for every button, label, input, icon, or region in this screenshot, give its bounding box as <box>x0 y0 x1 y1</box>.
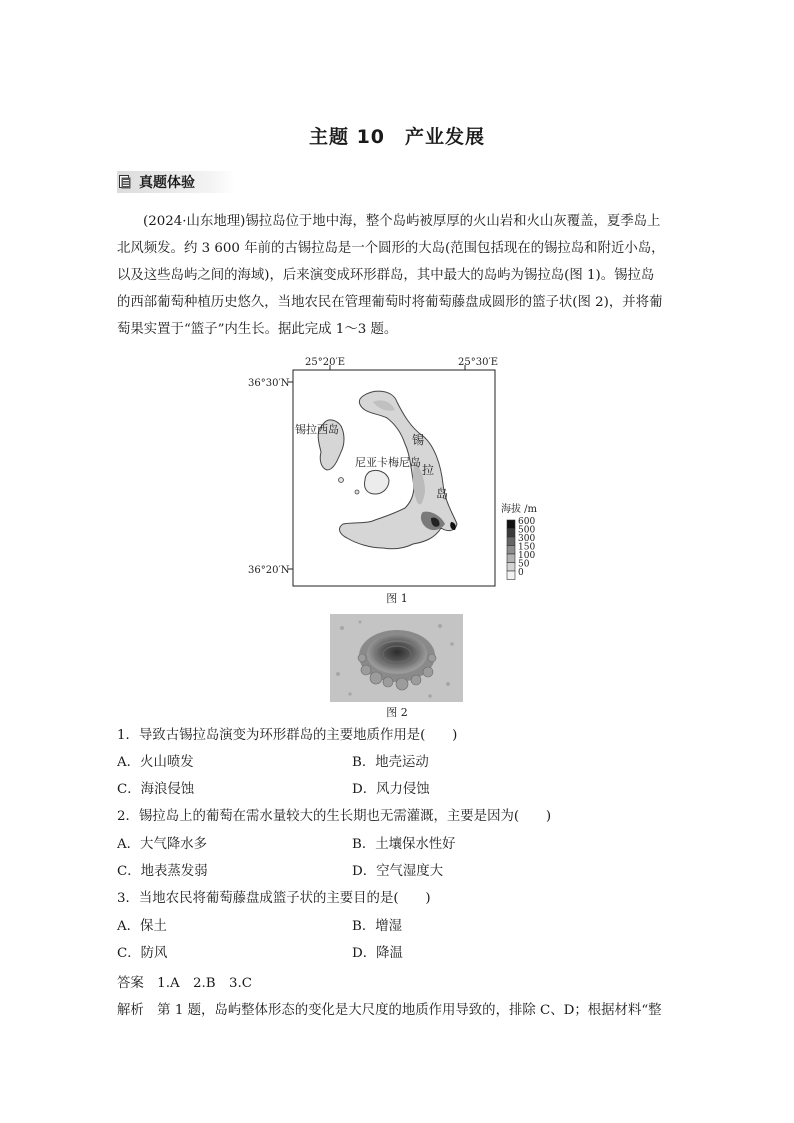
option: D．空气湿度大 <box>352 864 444 879</box>
lat-top-label: 36°30′N <box>248 378 290 389</box>
option: C．防风 <box>117 946 168 961</box>
section-label: 真题体验 <box>139 175 195 191</box>
option: B．增湿 <box>352 919 403 934</box>
option: D．降温 <box>352 946 403 961</box>
label-center-island: 尼亚卡梅尼岛 <box>355 456 421 469</box>
legend-swatch <box>507 537 515 546</box>
legend-value: 300 <box>518 534 536 544</box>
section-header <box>117 171 235 193</box>
answer-line <box>117 972 252 991</box>
legend-value: 100 <box>518 551 536 561</box>
question-1-stem: 1．导致古锡拉岛演变为环形群岛的主要地质作用是( ) <box>117 728 458 743</box>
option: A．保土 <box>117 919 167 934</box>
intro-line: 的西部葡萄种植历史悠久，当地农民在管理葡萄时将葡萄藤盘成圆形的篮子状(图 2)，并将葡 <box>117 295 663 310</box>
option: D．风力侵蚀 <box>352 782 430 797</box>
answer-text: 1.A 2.B 3.C <box>157 976 253 991</box>
question-3-stem: 3．当地农民将葡萄藤盘成篮子状的主要目的是( ) <box>117 891 431 906</box>
legend-title: 海拔 /m <box>501 504 538 515</box>
label-main-island-2: 拉 <box>422 463 435 477</box>
legend-value: 50 <box>518 559 530 570</box>
analysis-line <box>117 999 679 1018</box>
document-icon <box>119 175 131 189</box>
option: A．大气降水多 <box>117 837 208 852</box>
legend-swatch <box>507 520 515 529</box>
lon-left-label: 25°20′E <box>305 357 346 368</box>
figure-2-caption: 图 2 <box>386 706 408 719</box>
legend-value: 600 <box>518 517 536 527</box>
islet <box>339 478 344 483</box>
option: A．火山喷发 <box>117 755 194 770</box>
figure-2-photo <box>330 614 463 702</box>
legend-swatch <box>507 546 515 555</box>
page-title <box>0 122 794 149</box>
option: C．地表蒸发弱 <box>117 864 208 879</box>
intro-line: 萄果实置于“篮子”内生长。据此完成 1～3 题。 <box>117 322 398 337</box>
title-sub: 产业发展 <box>405 126 486 148</box>
answer-label: 答案 <box>117 976 144 991</box>
lon-right-label: 25°30′E <box>458 357 499 368</box>
elevation-legend <box>507 517 535 580</box>
intro-line: 以及这些岛屿之间的海域)，后来演变成环形群岛，其中最大的岛屿为锡拉岛(图 1)。锡拉岛 <box>117 268 655 283</box>
option: B．土壤保水性好 <box>352 837 456 852</box>
legend-swatch <box>507 563 515 572</box>
intro-line: 北风频发。约 3 600 年前的古锡拉岛是一个圆形的大岛(范围包括现在的锡拉岛和附近小岛， <box>117 241 665 256</box>
legend-value: 500 <box>518 525 536 536</box>
analysis-text: 第 1 题，岛屿整体形态的变化是大尺度的地质作用导致的，排除 C、D；根据材料“整 <box>157 1003 662 1018</box>
option: C．海浪侵蚀 <box>117 782 195 797</box>
lat-bottom-label: 36°20′N <box>248 565 290 576</box>
legend-swatch <box>507 571 515 580</box>
legend-value: 0 <box>518 568 524 578</box>
map-svg <box>245 352 565 608</box>
islet <box>355 490 359 494</box>
intro-paragraph <box>117 208 679 343</box>
label-main-island-1: 锡 <box>412 433 425 447</box>
label-main-island-3: 岛 <box>436 487 449 501</box>
figure-1-caption: 图 1 <box>386 592 408 605</box>
title-main: 主题 10 <box>308 126 386 148</box>
intro-line: (2024·山东地理)锡拉岛位于地中海，整个岛屿被厚厚的火山岩和火山灰覆盖，夏季岛上 <box>143 214 661 229</box>
legend-value: 150 <box>518 542 536 553</box>
legend-swatch <box>507 554 515 563</box>
analysis-label: 解析 <box>117 1003 144 1018</box>
option: B．地壳运动 <box>352 755 429 770</box>
legend-swatch <box>507 529 515 538</box>
question-2-stem: 2．锡拉岛上的葡萄在需水量较大的生长期也无需灌溉，主要是因为( ) <box>117 809 552 824</box>
label-west-island: 锡拉西岛 <box>295 423 339 436</box>
figure-1-map <box>245 352 565 608</box>
